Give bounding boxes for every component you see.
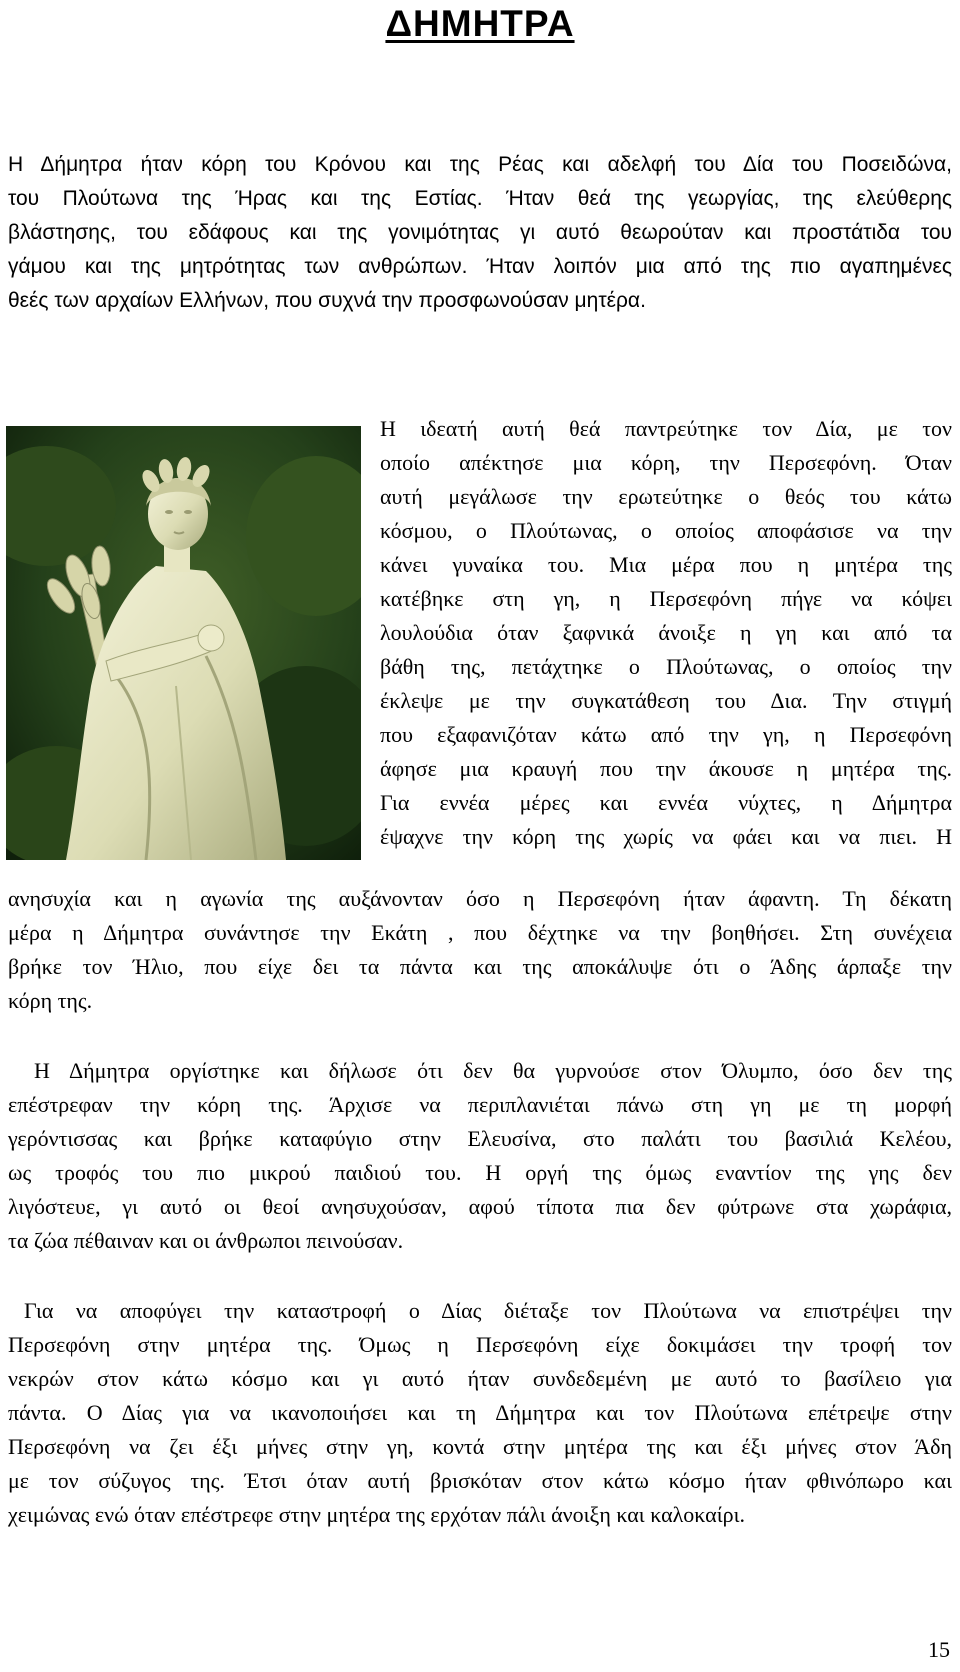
paragraph-line: Για να αποφύγει την καταστροφή ο Δίας διέταξε τον Πλούτωνα να επιστρέψει την [24,1298,952,1323]
paragraph-2-beside-image [380,412,952,854]
paragraph-line: Περσεφόνη στην μητέρα της. Όμως η Περσεφόνη είχε δοκιμάσει την τροφή τον [8,1332,952,1357]
paragraph-line: έψαχνε την κόρη της χωρίς να φάει και να πιει. Η [380,824,952,849]
demeter-statue-photo [6,426,361,860]
paragraph-line: τα ζώα πέθαιναν και οι άνθρωποι πεινούσαν. [8,1228,404,1253]
paragraph-line: του Πλούτωνα της Ήρας και της Εστίας. Ήταν θεά της γεωργίας, της ελεύθερης [8,187,952,210]
paragraph-line: λουλούδια όταν ξαφνικά άνοιξε η γη και από τα [380,620,952,645]
paragraph-line: οποίο απέκτησε μια κόρη, την Περσεφόνη. Όταν [380,450,952,475]
paragraph-line: κατέβηκε στη γη, η Περσεφόνη πήγε να κόψει [380,586,952,611]
paragraph-line: έκλεψε με την συγκατάθεση του Δια. Την στιγμή [380,688,952,713]
paragraph-3 [8,1054,952,1258]
paragraph-line: Η Δήμητρα ήταν κόρη του Κρόνου και της Ρέας και αδελφή του Δία του Ποσειδώνα, [8,153,952,176]
paragraph-line: επέστρεφαν την κόρη της. Άρχισε να περιπλανιέται πάνω στη γη με τη μορφή [8,1092,952,1117]
paragraph-line: γερόντισσας και βρήκε καταφύγιο στην Ελευσίνα, στο παλάτι του βασιλιά Κελέου, [8,1126,952,1151]
paragraph-line: αυτή μεγάλωσε την ερωτεύτηκε ο θεός του κάτω [380,484,952,509]
paragraph-line: Η Δήμητρα οργίστηκε και δήλωσε ότι δεν θα γυρνούσε στον Όλυμπο, όσο δεν της [34,1058,952,1083]
paragraph-1 [8,148,952,318]
page-number: 15 [928,1637,950,1662]
paragraph-line: άφησε μια κραυγή που την άκουσε η μητέρα της. [380,756,952,781]
paragraph-line: μέρα η Δήμητρα συνάντησε την Εκάτη , που δέχτηκε να την βοηθήσει. Στη συνέχεια [8,920,952,945]
paragraph-line: ανησυχία και η αγωνία της αυξάνονταν όσο η Περσεφόνη ήταν άφαντη. Τη δέκατη [8,886,952,911]
paragraph-line: λιγόστευε, γι αυτό οι θεοί ανησυχούσαν, αφού τίποτα πια δεν φύτρωνε στα χωράφια, [8,1194,952,1219]
paragraph-line: με τον σύζυγος της. Έτσι όταν αυτή βρισκόταν στον κάτω κόσμο ήταν φθινόπωρο και [8,1468,952,1493]
paragraph-line: κόσμου, ο Πλούτωνας, ο οποίος αποφάσισε να την [380,518,952,543]
paragraph-4 [8,1294,952,1532]
paragraph-line: χειμώνας ενώ όταν επέστρεφε στην μητέρα της ερχόταν πάλι άνοιξη και καλοκαίρι. [8,1502,746,1527]
paragraph-line: βάθη της, πετάχτηκε ο Πλούτωνας, ο οποίος την [380,654,952,679]
paragraph-line: που εξαφανιζόταν κάτω από την γη, η Περσεφόνη [380,722,952,747]
statue-illustration [6,426,361,860]
paragraph-line: νεκρών στον κάτω κόσμο και γι αυτό ήταν συνδεδεμένη με αυτό το βασίλειο για [8,1366,952,1391]
paragraph-line: Η ιδεατή αυτή θεά παντρεύτηκε τον Δία, με τον [380,416,952,441]
paragraph-line: κάνει γυναίκα του. Μια μέρα που η μητέρα της [380,552,952,577]
paragraph-line: πάντα. Ο Δίας για να ικανοποιήσει και τη Δήμητρα και τον Πλούτωνα επέτρεψε στην [8,1400,952,1425]
paragraph-2-continued [8,882,952,1018]
paragraph-line: κόρη της. [8,988,93,1013]
paragraph-line: Για εννέα μέρες και εννέα νύχτες, η Δήμητρα [380,790,952,815]
paragraph-line: ως τροφός του πιο μικρού παιδιού του. Η οργή της όμως εναντίον της γης δεν [8,1160,952,1185]
paragraph-line: βλάστησης, του εδάφους και της γονιμότητας γι αυτό θεωρούταν και προστάτιδα του [8,221,952,244]
paragraph-line: βρήκε τον Ήλιο, που είχε δει τα πάντα και της αποκάλυψε ότι ο Άδης άρπαξε την [8,954,952,979]
paragraph-line: θεές των αρχαίων Ελλήνων, που συχνά την προσφωνούσαν μητέρα. [8,289,646,312]
page-title: ΔΗΜΗΤΡΑ [385,3,575,44]
paragraph-line: γάμου και της μητρότητας των ανθρώπων. Ήταν λοιπόν μια από της πιο αγαπημένες [8,255,952,278]
paragraph-line: Περσεφόνη να ζει έξι μήνες στην γη, κοντά στην μητέρα της και έξι μήνες στον Άδη [8,1434,952,1459]
